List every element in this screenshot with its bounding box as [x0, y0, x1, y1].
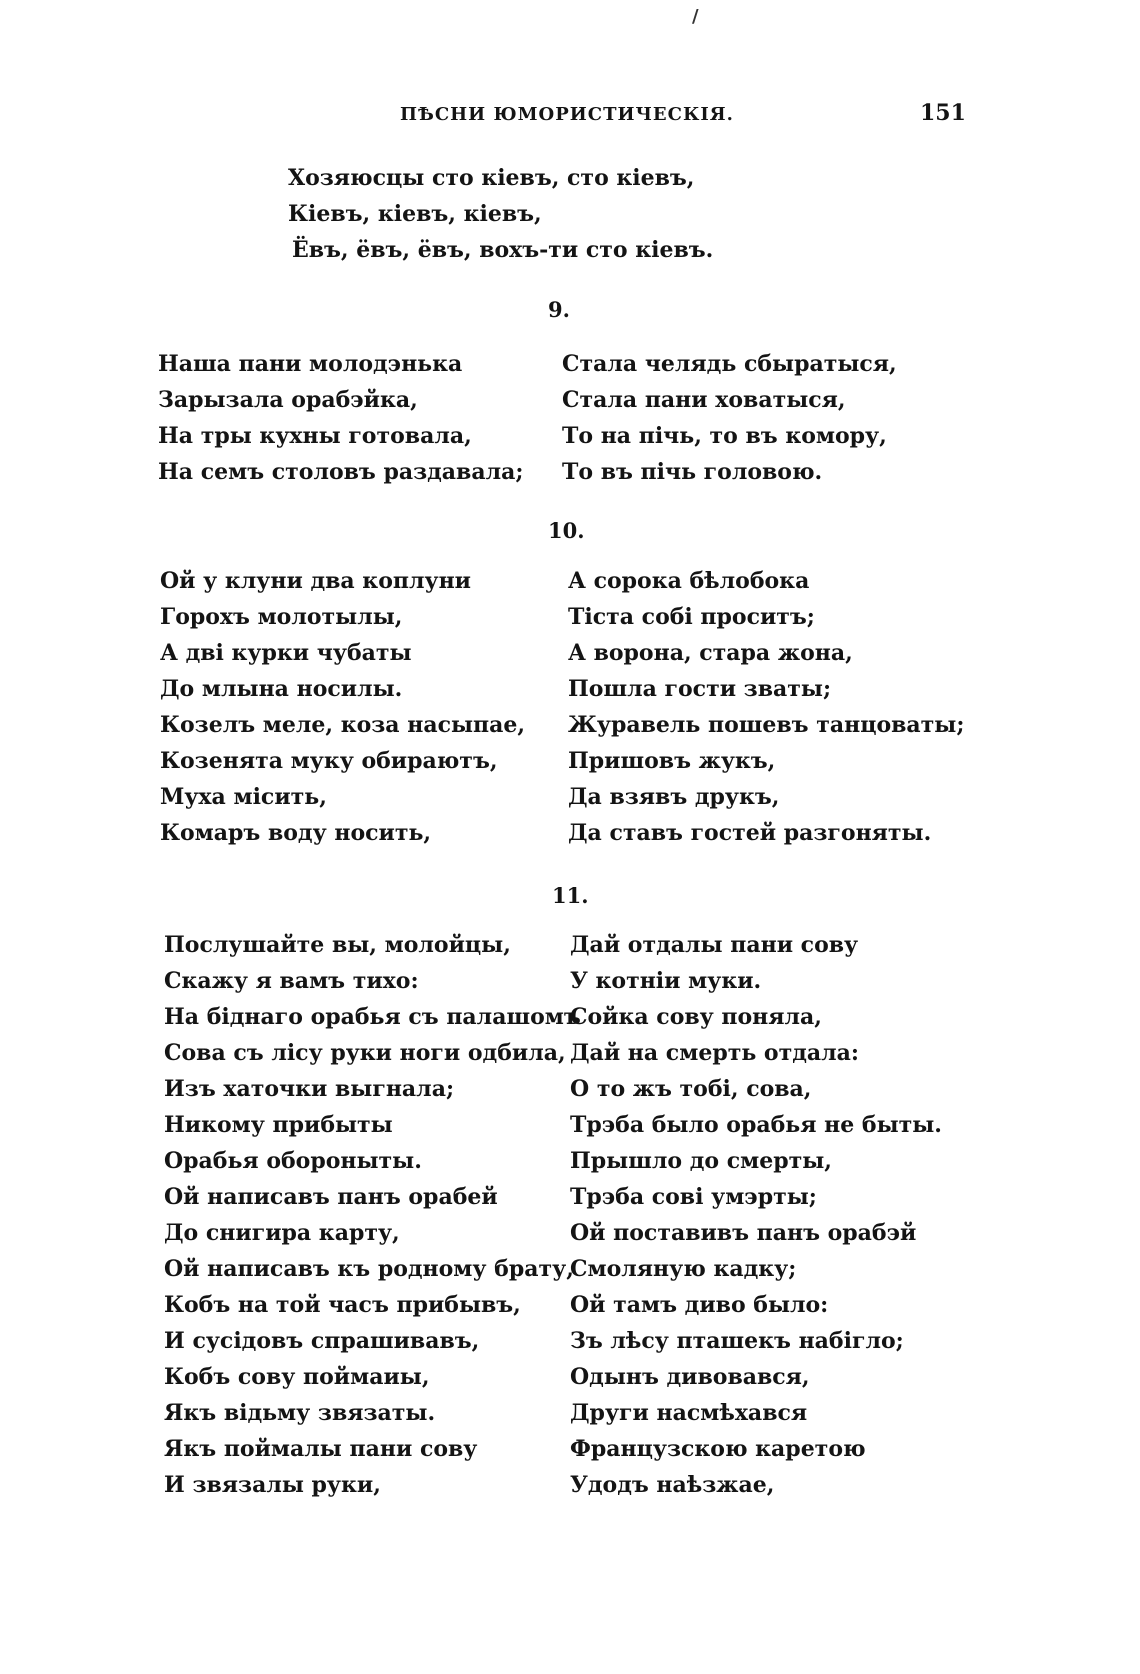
verse-line: Сова съ лісу руки ноги одбила,	[164, 1040, 566, 1066]
verse-line: Ой поставивъ панъ орабэй	[570, 1220, 917, 1246]
verse-line: Да взявъ друкъ,	[568, 784, 780, 810]
song-9-right-column	[562, 346, 897, 490]
page-number: 151	[920, 100, 966, 126]
verse-line: До млына носилы.	[160, 676, 403, 702]
verse-line: То на пічь, то въ комору,	[562, 423, 887, 449]
verse-line: Сойка сову поняла,	[570, 1004, 822, 1030]
verse-line: Кобъ сову поймаиы,	[164, 1364, 430, 1390]
verse-line: Тіста собі проситъ;	[568, 604, 815, 630]
song-number: 9.	[548, 297, 570, 322]
verse-line: Ой тамъ диво было:	[570, 1292, 829, 1318]
verse-line: На семъ столовъ раздавала;	[158, 459, 524, 485]
song-number: 10.	[548, 518, 585, 543]
verse-line: Орабья обороныты.	[164, 1148, 422, 1174]
verse-line: То въ пічь головою.	[562, 459, 823, 485]
verse-line: А ворона, стара жона,	[568, 640, 853, 666]
verse-line: До снигира карту,	[164, 1220, 400, 1246]
verse-line: А дві курки чубаты	[160, 640, 412, 666]
verse-line: Козелъ меле, коза насыпае,	[160, 712, 526, 738]
verse-line: У котніи муки.	[570, 968, 762, 994]
verse-line: Наша пани молодэнька	[158, 351, 463, 377]
verse-line: Да ставъ гостей разгоняты.	[568, 820, 932, 846]
verse-line: Трэба было орабья не быты.	[570, 1112, 942, 1138]
song-number: 11.	[552, 883, 589, 908]
song-9-left-column	[158, 346, 523, 490]
verse-line: Дай на смерть отдала:	[570, 1040, 860, 1066]
verse-line: Ёвъ, ёвъ, ёвъ, вохъ-ти сто кіевъ.	[292, 237, 714, 263]
song-10-right-column	[568, 563, 964, 851]
verse-line: Послушайте вы, молойцы,	[164, 932, 511, 958]
verse-line: Други насмѣхався	[570, 1400, 808, 1426]
verse-line: Никому прибыты	[164, 1112, 393, 1138]
top-mark: /	[692, 6, 699, 27]
verse-line: Французскою каретою	[570, 1436, 866, 1462]
running-title: ПѢСНИ ЮМОРИСТИЧЕСКІЯ.	[400, 104, 734, 125]
intro-stanza	[288, 160, 713, 268]
verse-line: Стала челядь сбыратыся,	[562, 351, 897, 377]
verse-line: Козенята муку обираютъ,	[160, 748, 498, 774]
verse-line: Ой у клуни два коплуни	[160, 568, 471, 594]
verse-line: Дай отдалы пани сову	[570, 932, 859, 958]
verse-line: Горохъ молотылы,	[160, 604, 403, 630]
verse-line: Пошла гости зваты;	[568, 676, 832, 702]
verse-line: Скажу я вамъ тихо:	[164, 968, 419, 994]
verse-line: Якъ відьму звязаты.	[164, 1400, 436, 1426]
verse-line: И звязалы руки,	[164, 1472, 381, 1498]
verse-line: Журавель пошевъ танцоваты;	[568, 712, 965, 738]
verse-line: О то жъ тобі, сова,	[570, 1076, 812, 1102]
verse-line: Стала пани ховатыся,	[562, 387, 846, 413]
verse-line: А сорока бѣлобока	[568, 568, 810, 594]
verse-line: Зарызала орабэйка,	[158, 387, 418, 413]
verse-line: Ой написавъ къ родному брату,	[164, 1256, 574, 1282]
verse-line: На тры кухны готовала,	[158, 423, 472, 449]
song-11-left-column	[164, 927, 581, 1503]
verse-line: Прышло до смерты,	[570, 1148, 832, 1174]
verse-line: Муха місить,	[160, 784, 327, 810]
verse-line: Кіевъ, кіевъ, кіевъ,	[288, 201, 542, 227]
song-10-left-column	[160, 563, 525, 851]
verse-line: Одынъ дивовався,	[570, 1364, 810, 1390]
verse-line: Изъ хаточки выгнала;	[164, 1076, 455, 1102]
verse-line: Зъ лѣсу пташекъ набігло;	[570, 1328, 904, 1354]
verse-line: Хозяюсцы сто кіевъ, сто кіевъ,	[288, 165, 695, 191]
verse-line: Трэба сові умэрты;	[570, 1184, 817, 1210]
verse-line: Ой написавъ панъ орабей	[164, 1184, 498, 1210]
verse-line: Смоляную кадку;	[570, 1256, 797, 1282]
verse-line: Комаръ воду носить,	[160, 820, 432, 846]
verse-line: Удодъ наѣзжае,	[570, 1472, 775, 1498]
song-11-right-column	[570, 927, 942, 1503]
verse-line: Кобъ на той часъ прибывъ,	[164, 1292, 521, 1318]
verse-line: И сусідовъ спрашивавъ,	[164, 1328, 480, 1354]
verse-line: На біднаго орабья съ палашомъ	[164, 1004, 581, 1030]
verse-line: Якъ поймалы пани сову	[164, 1436, 478, 1462]
verse-line: Пришовъ жукъ,	[568, 748, 776, 774]
